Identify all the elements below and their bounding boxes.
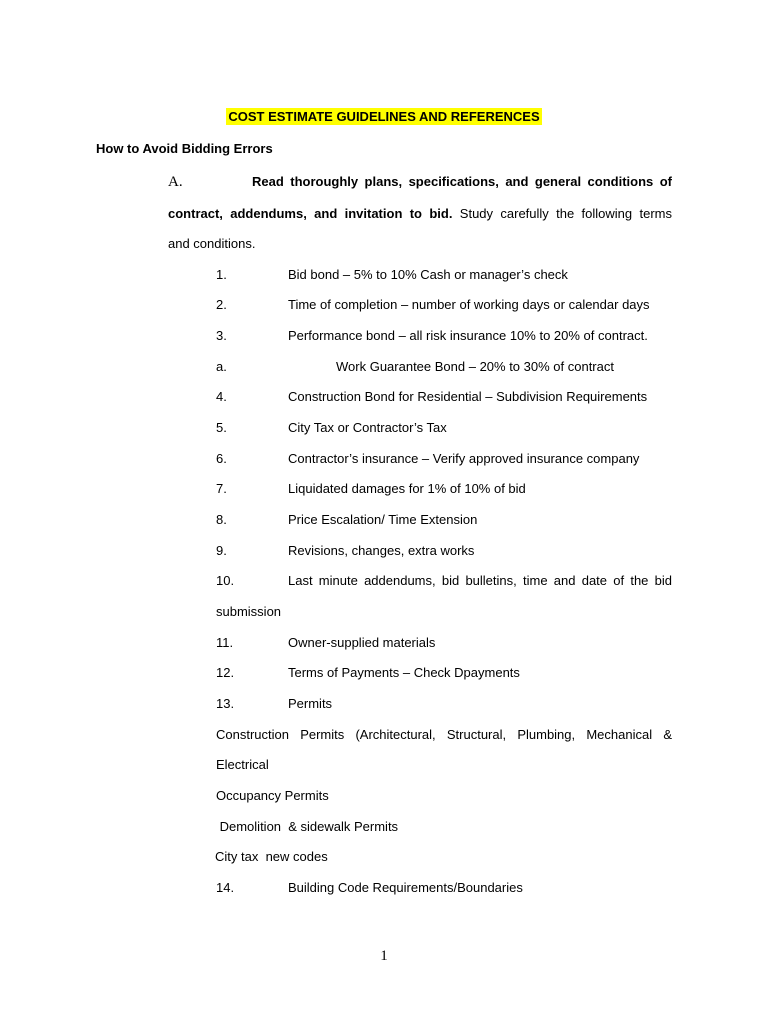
item-number: 8. xyxy=(216,512,227,527)
item-text: Permits xyxy=(288,696,333,711)
item-text: Work Guarantee Bond – 20% to 30% of contract xyxy=(336,359,614,374)
section-heading: How to Avoid Bidding Errors xyxy=(96,141,273,156)
city-tax-codes: City tax new codes xyxy=(215,849,328,864)
occupancy-permits: Occupancy Permits xyxy=(216,788,329,803)
item-text: City Tax or Contractor’s Tax xyxy=(288,420,447,435)
title-highlight: COST ESTIMATE GUIDELINES AND REFERENCES xyxy=(228,109,540,124)
item-text: Revisions, changes, extra works xyxy=(288,543,475,558)
item-text: Time of completion – number of working days or calendar days xyxy=(288,297,650,312)
item-number: 2. xyxy=(216,297,227,312)
item-text: Construction Bond for Residential – Subdivision Requirements xyxy=(288,389,648,404)
item-number: 12. xyxy=(216,665,235,680)
item-text-continuation: submission xyxy=(216,604,282,619)
item-number: 3. xyxy=(216,328,227,343)
item-number: 13. xyxy=(216,696,235,711)
demolition-permits: Demolition & sidewalk Permits xyxy=(216,819,399,834)
page-number: 1 xyxy=(380,948,388,964)
item-number: 14. xyxy=(216,880,235,895)
section-a-line-2 xyxy=(168,205,672,223)
construction-permits-line-2: Electrical xyxy=(216,757,269,772)
item-number: 11. xyxy=(216,635,234,650)
item-text: Terms of Payments – Check Dpayments xyxy=(288,665,520,680)
construction-permits-line-1: Construction Permits (Architectural, Structural, Plumbing, Mechanical & xyxy=(216,727,672,742)
item-text: Building Code Requirements/Boundaries xyxy=(288,880,523,895)
item-number: 1. xyxy=(216,267,227,282)
item-number: 6. xyxy=(216,451,227,466)
section-a-line-3: and conditions. xyxy=(168,236,256,251)
section-a-letter: A. xyxy=(168,174,183,190)
item-text: Bid bond – 5% to 10% Cash or manager’s check xyxy=(288,267,568,282)
document-title xyxy=(0,108,768,126)
item-number: 9. xyxy=(216,543,227,558)
section-a-normal-text: Study carefully the following terms xyxy=(459,206,672,221)
item-text: Price Escalation/ Time Extension xyxy=(288,512,478,527)
item-text: Last minute addendums, bid bulletins, time and date of the bid xyxy=(288,573,672,588)
item-number: 5. xyxy=(216,420,227,435)
item-text: Performance bond – all risk insurance 10% to 20% of contract. xyxy=(288,328,648,343)
item-number: 10. xyxy=(216,573,235,588)
section-a-line-1: Read thoroughly plans, specifications, and general conditions of xyxy=(252,174,672,189)
item-number: 4. xyxy=(216,389,227,404)
item-number: 7. xyxy=(216,481,227,496)
item-text: Owner-supplied materials xyxy=(288,635,436,650)
item-text: Liquidated damages for 1% of 10% of bid xyxy=(288,481,526,496)
item-text: Contractor’s insurance – Verify approved insurance company xyxy=(288,451,640,466)
section-a-bold-text: contract, addendums, and invitation to bid. xyxy=(168,206,453,221)
item-number: a. xyxy=(216,359,227,374)
